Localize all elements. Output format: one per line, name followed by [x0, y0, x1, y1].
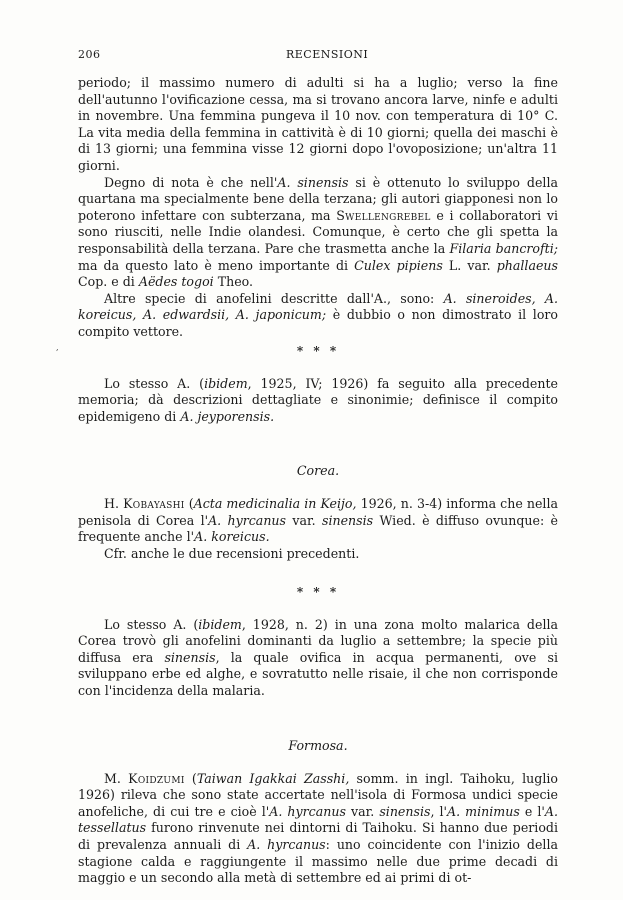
section-heading-corea: Corea. [296, 463, 340, 479]
paragraph-altre-specie: Altre specie di anofelini descritte dall'A., sono: A. sineroides, A. koreicus, A. edwardsii, A. japonicum; è dubbio o non dimostrato il loro compito vettore. [78, 290, 558, 339]
paragraph-periodo: periodo; il massimo numero di adulti si ha a luglio; verso la fine dell'autunno l'ovificazione cessa, ma si trovano ancora larve, ninfe e adulti in novembre. Una femmina pungeva il 10 nov. con temperatura di 10° C. La vita media della femmina in cattività è di 10 giorni; quella dei maschi è di 13 giorni; una femmina visse 12 giorni dopo l'ovoposizione; un'altra 11 giorni. [78, 75, 558, 173]
paragraph-sinensis: Degno di nota è che nell'A. sinensis si è ottenuto lo sviluppo della quartana ma specialmente bene della terzana; gli autori giapponesi non lo poterono infettare con subterzana, ma Swellengrebel e i collaboratori vi sono riusciti, nelle Indie olandesi. Comunque, è certo che gli spetta la responsabilità della terzana. Pare che trasmetta anche la Filaria bancrofti; ma da questo lato è meno importante di Culex pipiens L. var. phallaeus Cop. e di Aëdes togoi Theo. [78, 174, 558, 290]
margin-mark: , [56, 343, 59, 352]
page [78, 48, 558, 887]
running-title: RECENSIONI [286, 48, 369, 61]
separator-stars: * * * [296, 584, 340, 599]
running-header [78, 48, 558, 61]
paragraph-cfr: Cfr. anche le due recensioni precedenti. [104, 546, 360, 562]
separator-stars: * * * [296, 343, 340, 358]
paragraph-stesso-1928: Lo stesso A. (ibidem, 1928, n. 2) in una zona molto malarica della Corea trovò gli anofelini dominanti da luglio a settembre; la specie più diffusa era sinensis, la quale ovifica in acqua permanenti, ove si sviluppano erbe ed alghe, e sovratutto nelle risaie, il che non corrisponde con l'incidenza della malaria. [78, 616, 559, 699]
section-heading-formosa: Formosa. [288, 737, 348, 753]
page-number: 206 [78, 48, 101, 61]
paragraph-koidzumi: M. Koidzumi (Taiwan Igakkai Zasshi, somm. in ingl. Taihoku, luglio 1926) rileva che sono state accertate nell'isola di Formosa undici specie anofeliche, di cui tre e cioè l'A. hyrcanus var. sinensis, l'A. minimus e l'A. tessellatus furono rinvenute nei dintorni di Taihoku. Si hanno due periodi di prevalenza annuali di A. hyrcanus: uno coincidente con l'inizio della stagione calda e raggiungente il massimo nelle due prime decadi di maggio e un secondo alla metà di settembre ed ai primi di ot- [78, 770, 558, 886]
paragraph-kobayashi: H. Kobayashi (Acta medicinalia in Keijo, 1926, n. 3-4) informa che nella penisola di Corea l'A. hyrcanus var. sinensis Wied. è diffuso ovunque: è frequente anche l'A. koreicus. [78, 496, 559, 545]
paragraph-stesso-1925: Lo stesso A. (ibidem, 1925, IV; 1926) fa seguito alla precedente memoria; dà descrizioni dettagliate e sinonimie; definisce il compito epidemigeno di A. jeyporensis. [78, 375, 558, 424]
